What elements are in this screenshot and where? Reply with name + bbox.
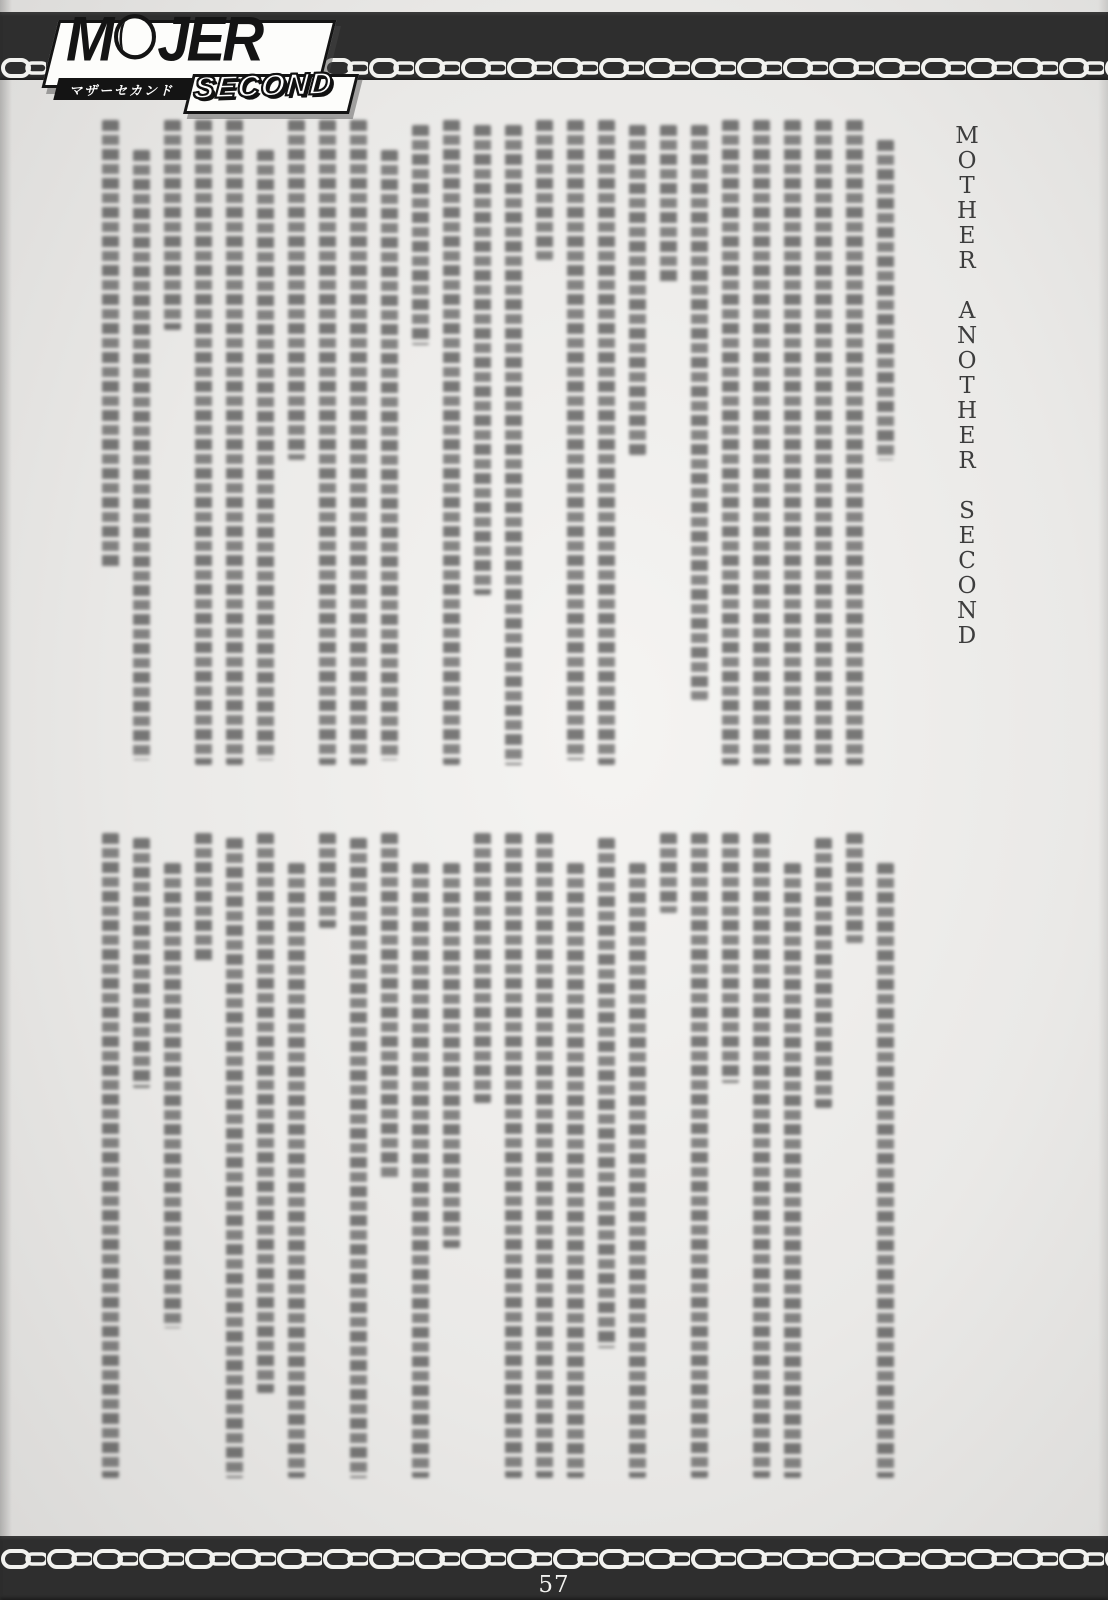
redacted-text-column	[567, 863, 584, 1478]
redacted-text-column	[350, 838, 367, 1478]
redacted-text-column	[319, 120, 336, 765]
redacted-text-column	[226, 838, 243, 1478]
page-number: 57	[538, 1572, 570, 1598]
redacted-text-column	[288, 863, 305, 1478]
redacted-text-column	[753, 833, 770, 1478]
title-letter: E	[958, 223, 976, 249]
redacted-text-column	[133, 150, 150, 760]
title-letter: O	[957, 573, 977, 599]
redacted-text-column	[381, 150, 398, 760]
redacted-text-column	[164, 120, 181, 330]
redacted-text-column	[412, 125, 429, 345]
redacted-text-column	[381, 833, 398, 1178]
title-letter: S	[959, 498, 975, 524]
redacted-text-column	[629, 863, 646, 1478]
scan-edge-shadow-right	[1098, 0, 1108, 1600]
redacted-text-column	[195, 120, 212, 765]
title-letter: T	[959, 373, 975, 399]
redacted-text-column	[846, 833, 863, 943]
redacted-text-column	[660, 833, 677, 913]
redacted-text-column	[784, 863, 801, 1478]
logo-main-text	[66, 5, 261, 74]
redacted-text-column	[257, 150, 274, 760]
redacted-text-column	[722, 833, 739, 1083]
redacted-text-column	[784, 120, 801, 765]
redacted-text-column	[815, 838, 832, 1108]
redacted-text-column	[598, 120, 615, 765]
title-letter: R	[958, 248, 976, 274]
redacted-text-column	[877, 140, 894, 460]
redacted-text-column	[288, 120, 305, 460]
redacted-text-column	[133, 838, 150, 1088]
doujin-series-logo	[36, 4, 348, 114]
logo-letters-jer: JER	[157, 4, 262, 75]
redacted-text-column	[505, 833, 522, 1478]
body-text-block-upper	[88, 115, 894, 775]
redacted-text-column	[102, 120, 119, 570]
redacted-text-column	[567, 120, 584, 760]
redacted-text-column	[629, 125, 646, 455]
redacted-text-column	[598, 838, 615, 1348]
title-letter: A	[958, 298, 976, 324]
title-letter: C	[958, 548, 976, 574]
logo-letter-m: M	[66, 4, 112, 75]
redacted-text-column	[350, 120, 367, 765]
title-letter: T	[959, 173, 975, 199]
body-text-block-lower	[88, 828, 894, 1493]
scan-edge-shadow-left	[0, 0, 12, 1600]
vertical-page-title	[938, 124, 996, 648]
logo-katakana-label: マザーセカンド	[53, 78, 192, 100]
title-word	[957, 299, 977, 473]
redacted-text-column	[443, 863, 460, 1248]
bottom-chain-band	[0, 1536, 1108, 1600]
redacted-text-column	[505, 125, 522, 765]
logo-second-text: SECOND	[192, 65, 335, 106]
title-letter: E	[958, 523, 976, 549]
redacted-text-column	[474, 833, 491, 1103]
redacted-text-column	[660, 125, 677, 285]
title-letter: H	[956, 198, 978, 224]
redacted-text-column	[412, 863, 429, 1478]
title-letter: O	[957, 148, 977, 174]
redacted-text-column	[846, 120, 863, 765]
title-letter: N	[956, 598, 978, 624]
redacted-text-column	[753, 120, 770, 765]
redacted-text-column	[443, 120, 460, 765]
redacted-text-column	[722, 120, 739, 765]
title-letter: O	[957, 348, 977, 374]
title-letter: M	[955, 123, 979, 149]
title-word	[957, 499, 977, 648]
title-letter: N	[956, 323, 978, 349]
title-letter: E	[958, 423, 976, 449]
baseball-icon	[114, 14, 156, 59]
redacted-text-column	[536, 833, 553, 1478]
chain-pattern-icon	[0, 1548, 1108, 1570]
redacted-text-column	[257, 833, 274, 1393]
redacted-text-column	[815, 120, 832, 765]
redacted-text-column	[195, 833, 212, 963]
title-word	[955, 124, 979, 273]
redacted-text-column	[226, 120, 243, 765]
redacted-text-column	[691, 833, 708, 1478]
redacted-text-column	[474, 125, 491, 595]
title-letter: D	[957, 623, 977, 649]
redacted-text-column	[536, 120, 553, 260]
title-letter: H	[956, 398, 978, 424]
redacted-text-column	[691, 125, 708, 700]
redacted-text-column	[319, 833, 336, 928]
redacted-text-column	[877, 863, 894, 1478]
redacted-text-column	[102, 833, 119, 1478]
redacted-text-column	[164, 863, 181, 1328]
title-letter: R	[958, 448, 976, 474]
